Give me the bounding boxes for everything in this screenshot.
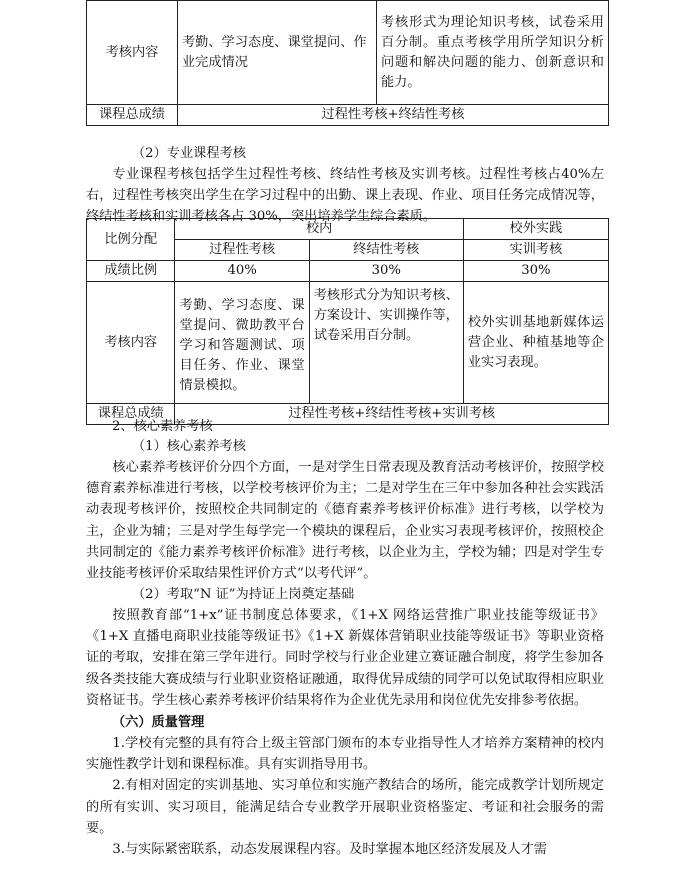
content-final-cell: 考核形式分为知识考核、方案设计、实训操作等，试卷采用百分制。 — [309, 282, 463, 404]
content-label-cell: 考核内容 — [87, 1, 178, 105]
process-content-cell: 考勤、学习态度、课堂提问、作业完成情况 — [178, 1, 377, 105]
list-item: 2.有相对固定的实训基地、实习单位和实施产教结合的场所，能完成教学计划所规定的所有实训、实习项目，能满足结合专业教学开展职业资格鉴定、考证和社会服务的需要。 — [86, 778, 604, 836]
process-col-header: 过程性考核 — [175, 240, 309, 261]
total-label-cell: 课程总成绩 — [87, 404, 175, 425]
subsection-heading: （1）核心素养考核 — [132, 439, 246, 454]
total-label-cell: 课程总成绩 — [87, 105, 178, 126]
practice-col-header: 实训考核 — [463, 240, 608, 261]
paragraph: 核心素养考核评价分四个方面，一是对学生日常表现及教育活动考核评价，按照学校德育素养标准进行考核，以学校考核评价为主；二是对学生在三年中参加各种社会实践活动表现考核评价，按照校企共同制定的《德育素养考核评价标准》进行考核，以学校为主，企业为辅；三是对学生每学完一个模块的课程后，企业实习表现考核评价，按照校企共同制定的《能力素养考核评价标准》进行考核，以企业为主，学校为辅；四是对学生专业技能考核评价采取结果性评价方式“以考代评”。 — [86, 460, 604, 582]
major-assessment-table — [86, 218, 609, 425]
score-practice-cell: 30% — [463, 261, 608, 282]
course-assessment-table — [86, 0, 609, 126]
total-value-cell: 过程性考核+终结性考核+实训考核 — [175, 404, 609, 425]
paragraph: 按照教育部“1+x”证书制度总体要求，《1+X 网络运营推广职业技能等级证书》《1+X 直播电商职业技能等级证书》《1+X 新媒体营销职业技能等级证书》等职业资格证的考取，安排在第三学年进行。同时学校与行业企业建立赛证融合制度，将学生参加各级各类技能大赛成绩与行业职业资格证融通，取得优异成绩的同学可以免试取得相应职业资格证书。学生核心素养考核评价结果将作为企业优先录用和岗位优先安排参考依据。 — [86, 608, 604, 708]
section-heading: 2、核心素养考核 — [112, 419, 213, 434]
list-item: 1.学校有完整的具有符合上级主管部门颁布的本专业指导性人才培养方案精神的校内实施性教学计划和课程标准。具有实训指导用书。 — [86, 736, 604, 773]
content-process-cell: 考勤、学习态度、课堂提问、微助教平台学习和答题测试、项目任务、作业、课堂情景模拟。 — [175, 282, 309, 404]
content-practice-cell: 校外实训基地新媒体运营企业、种植基地等企业实习表现。 — [463, 282, 608, 404]
score-process-cell: 40% — [175, 261, 309, 282]
section-heading: （六）质量管理 — [112, 715, 205, 730]
final-col-header: 终结性考核 — [309, 240, 463, 261]
subsection-heading: （2）考取“N 证”为持证上岗奠定基础 — [132, 587, 355, 602]
content-label-cell: 考核内容 — [87, 282, 175, 404]
score-final-cell: 30% — [309, 261, 463, 282]
final-content-cell: 考核形式为理论知识考核，试卷采用百分制。重点考核学用所学知识分析问题和解决问题的能力、创新意识和能力。 — [377, 1, 609, 105]
list-item: 3.与实际紧密联系，动态发展课程内容。及时掌握本地区经济发展及人才需 — [112, 842, 547, 858]
ratio-label-cell: 比例分配 — [87, 219, 175, 261]
school-group-header: 校内 — [175, 219, 463, 240]
section-heading: （2）专业课程考核 — [132, 146, 246, 161]
total-value-cell: 过程性考核+终结性考核 — [178, 105, 609, 126]
outside-group-header: 校外实践 — [463, 219, 608, 240]
paragraph: 专业课程考核包括学生过程性考核、终结性考核及实训考核。过程性考核占40%左右，过程性考核突出学生在学习过程中的出勤、课上表现、作业、项目任务完成情况等，终结性考核和实训考核各占 30%，突出培养学生综合素质。 — [86, 167, 604, 225]
score-label-cell: 成绩比例 — [87, 261, 175, 282]
